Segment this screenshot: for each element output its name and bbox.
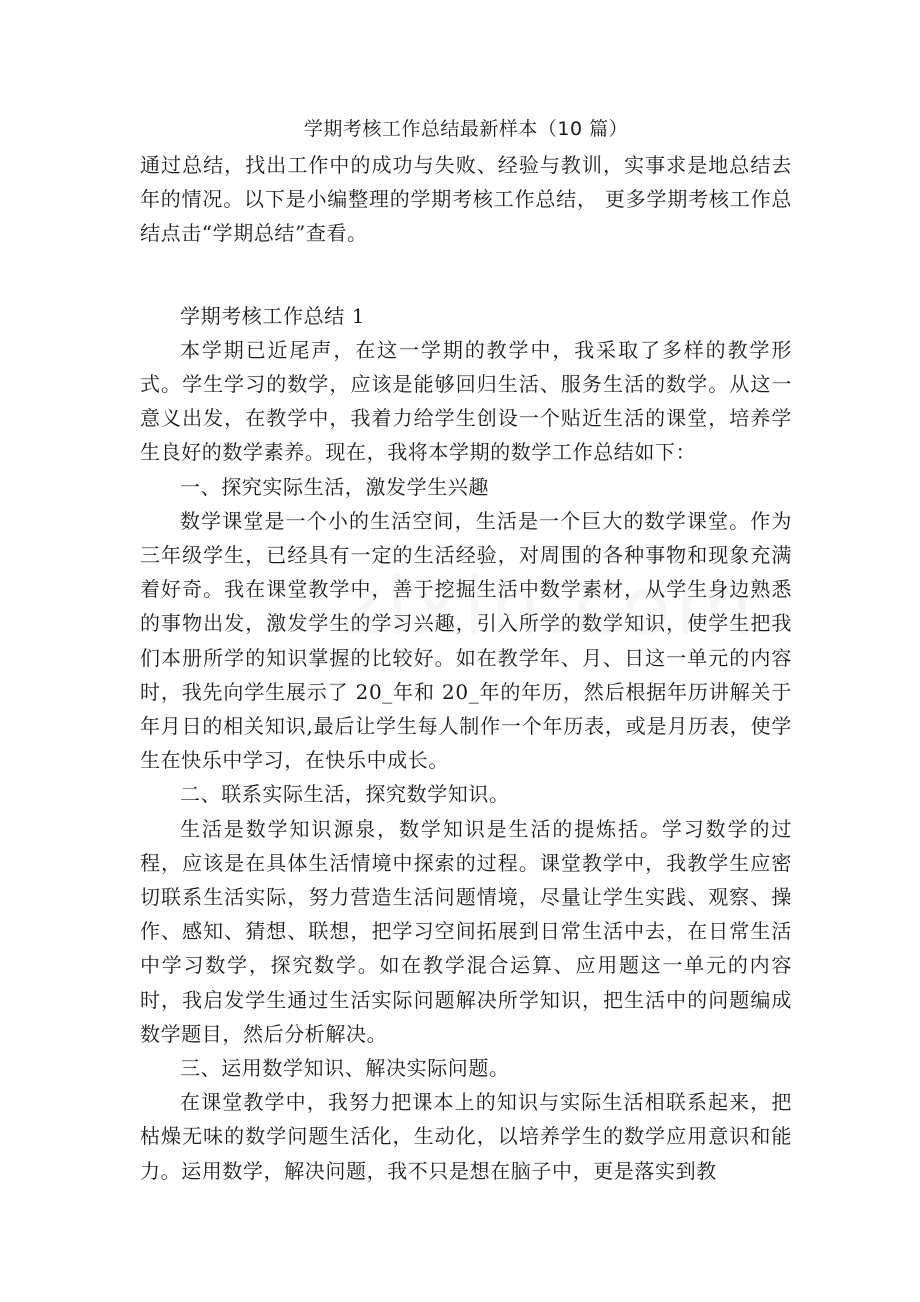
document-title: 学期考核工作总结最新样本（10 篇）: [303, 118, 629, 140]
body-paragraph: 本学期已近尾声，在这一学期的教学中，我采取了多样的教学形式。学生学习的数学，应该是能够回归生活、服务生活的数学。从这一意义出发，在教学中，我着力给学生创设一个贴近生活的课堂，培养学生良好的数学素养。现在，我将本学期的数学工作总结如下：: [140, 337, 792, 465]
subheading: 二、联系实际生活，探究数学知识。: [180, 782, 510, 807]
document-page: [140, 112, 792, 1188]
section-title: 学期考核工作总结 1: [180, 303, 366, 328]
body-paragraph: 生活是数学知识源泉，数学知识是生活的提炼括。学习数学的过程，应该是在具体生活情境中探索的过程。课堂教学中，我教学生应密切联系生活实际，努力营造生活问题情境，尽量让学生实践、观察、操作、感知、猜想、联想，把学习空间拓展到日常生活中去，在日常生活中学习数学，探究数学。如在教学混合运算、应用题这一单元的内容时，我启发学生通过生活实际问题解决所学知识，把生活中的问题编成数学题目，然后分析解决。: [140, 816, 792, 1046]
subheading: 三、运用数学知识、解决实际问题。: [180, 1056, 510, 1081]
body-paragraph: 数学课堂是一个小的生活空间，生活是一个巨大的数学课堂。作为三年级学生，已经具有一定的生活经验，对周围的各种事物和现象充满着好奇。我在课堂教学中，善于挖掘生活中数学素材，从学生身边熟悉的事物出发，激发学生的学习兴趣，引入所学的数学知识，使学生把我们本册所学的知识掌握的比较好。如在教学年、月、日这一单元的内容时，我先向学生展示了 20_年和 20_年的年历，然后根据年历讲解关于年月日的相关知识,最后让学生每人制作一个年历表，或是月历表，使学生在快乐中学习，在快乐中成长。: [140, 508, 792, 773]
subheading: 一、探究实际生活，激发学生兴趣: [180, 474, 489, 499]
body-paragraph: 在课堂教学中，我努力把课本上的知识与实际生活相联系起来，把枯燥无味的数学问题生活化，生动化，以培养学生的数学应用意识和能力。运用数学，解决问题，我不只是想在脑子中，更是落实到教: [140, 1090, 792, 1183]
blank-line: [140, 251, 792, 299]
intro-paragraph: 通过总结，找出工作中的成功与失败、经验与教训，实事求是地总结去年的情况。以下是小编整理的学期考核工作总结， 更多学期考核工作总结点击“学期总结”查看。: [140, 153, 792, 246]
